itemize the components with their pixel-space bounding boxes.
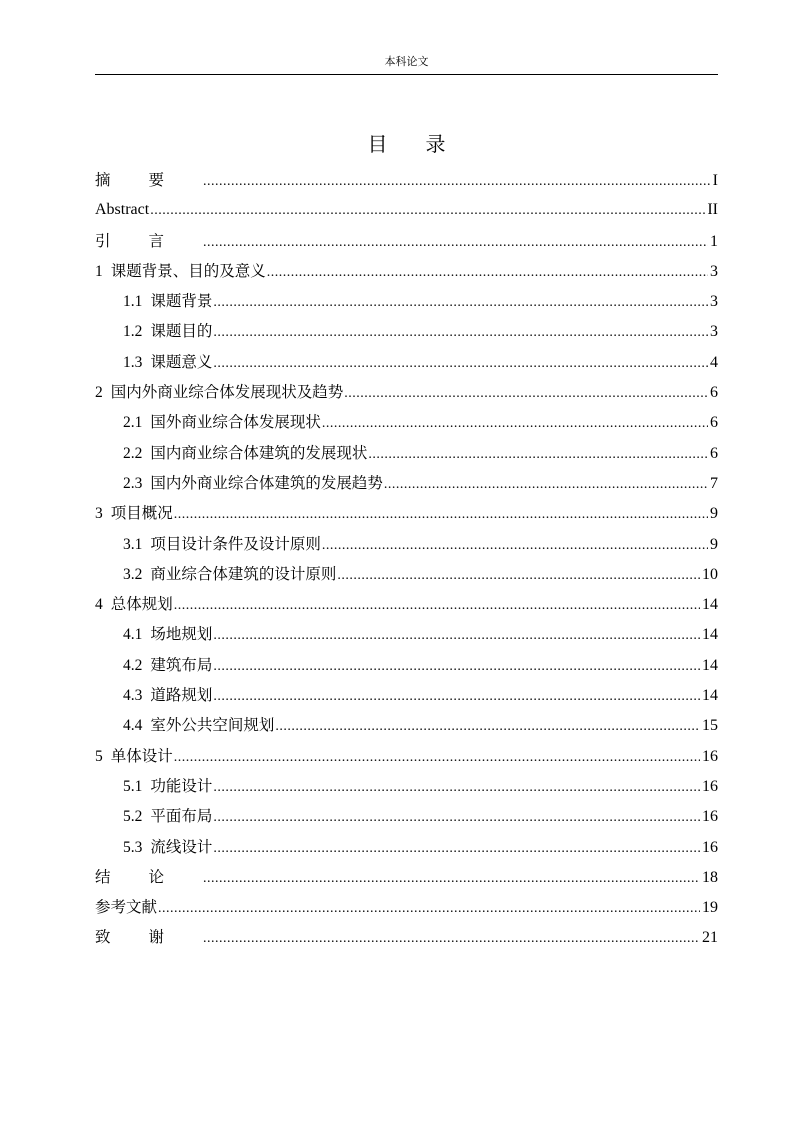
toc-entry-page: I bbox=[712, 172, 718, 189]
toc-entry-references[interactable] bbox=[95, 892, 718, 922]
leader-dots bbox=[213, 318, 708, 348]
toc-entry-page: 16 bbox=[702, 808, 718, 826]
toc-entry-title: 场地规划 bbox=[150, 625, 213, 644]
toc-entry-title: 国内外商业综合体建筑的发展趋势 bbox=[150, 473, 383, 492]
toc-entry-title: 功能设计 bbox=[150, 776, 213, 795]
toc-entry-title: 项目概况 bbox=[110, 504, 173, 523]
toc-entry-number: 4 bbox=[95, 596, 103, 614]
toc-entry-label bbox=[123, 286, 212, 317]
toc-entry-number: 3.1 bbox=[123, 535, 143, 553]
leader-dots bbox=[213, 834, 700, 864]
toc-entry-number: 5 bbox=[95, 747, 103, 765]
toc-entry-page: 9 bbox=[710, 535, 718, 553]
toc-entry-label bbox=[95, 741, 173, 772]
toc-entry-title: 建筑布局 bbox=[150, 655, 213, 674]
leader-dots bbox=[322, 409, 708, 439]
toc-entry-title: 国外商业综合体发展现状 bbox=[150, 413, 321, 432]
toc-entry-label bbox=[123, 832, 212, 863]
leader-dots bbox=[150, 196, 705, 226]
toc-entry-label bbox=[123, 650, 212, 681]
toc-entry-section-5-1[interactable] bbox=[95, 771, 718, 801]
toc-entry-title: 单体设计 bbox=[110, 746, 173, 765]
leader-dots bbox=[174, 591, 700, 621]
header-text: 本科论文 bbox=[384, 55, 429, 68]
leader-dots bbox=[213, 773, 700, 803]
toc-entry-number: 2.3 bbox=[123, 474, 143, 492]
toc-entry-page: 18 bbox=[702, 868, 718, 886]
toc-entry-title: 课题背景 bbox=[150, 292, 213, 311]
toc-entry-number: 5.1 bbox=[123, 777, 143, 795]
toc-entry-section-5-3[interactable] bbox=[95, 832, 718, 862]
toc-entry-number: 2 bbox=[95, 384, 103, 402]
leader-dots bbox=[203, 924, 700, 954]
table-of-contents bbox=[95, 165, 718, 953]
toc-entry-section-4-1[interactable] bbox=[95, 619, 718, 649]
toc-entry-number: 1.2 bbox=[123, 323, 143, 341]
toc-entry-label bbox=[123, 316, 212, 347]
toc-entry-title: 室外公共空间规划 bbox=[150, 716, 275, 735]
leader-dots bbox=[368, 440, 708, 470]
toc-entry-label bbox=[123, 347, 212, 378]
leader-dots bbox=[213, 652, 700, 682]
toc-entry-section-1-3[interactable] bbox=[95, 347, 718, 377]
toc-entry-chapter-3[interactable] bbox=[95, 498, 718, 528]
leader-dots bbox=[267, 258, 708, 288]
toc-entry-page: 16 bbox=[702, 838, 718, 856]
leader-dots bbox=[174, 743, 700, 773]
toc-entry-number: 1 bbox=[95, 262, 103, 280]
toc-entry-chapter-5[interactable] bbox=[95, 741, 718, 771]
toc-entry-page: 6 bbox=[710, 414, 718, 432]
toc-entry-page: 16 bbox=[702, 747, 718, 765]
toc-title: 目录 bbox=[367, 132, 484, 156]
toc-entry-title: 结论 bbox=[95, 867, 203, 886]
leader-dots bbox=[174, 500, 708, 530]
leader-dots bbox=[344, 379, 708, 409]
leader-dots bbox=[203, 167, 711, 197]
leader-dots bbox=[203, 864, 700, 894]
toc-entry-section-1-1[interactable] bbox=[95, 286, 718, 316]
toc-entry-title: 课题目的 bbox=[150, 322, 213, 341]
toc-entry-title: 致谢 bbox=[95, 928, 203, 947]
toc-entry-label bbox=[123, 468, 383, 499]
toc-entry-label bbox=[95, 589, 173, 620]
toc-entry-number: 4.4 bbox=[123, 717, 143, 735]
page-header bbox=[95, 54, 718, 75]
toc-entry-number: 4.3 bbox=[123, 687, 143, 705]
toc-entry-number: 4.1 bbox=[123, 626, 143, 644]
toc-entry-label bbox=[123, 771, 212, 802]
toc-entry-section-2-2[interactable] bbox=[95, 438, 718, 468]
leader-dots bbox=[384, 470, 708, 500]
toc-entry-number: 2.2 bbox=[123, 444, 143, 462]
toc-entry-abstract-cn[interactable] bbox=[95, 165, 718, 195]
toc-entry-label bbox=[123, 801, 212, 832]
toc-entry-page: 14 bbox=[702, 656, 718, 674]
toc-entry-label bbox=[123, 559, 336, 590]
toc-entry-number: 5.3 bbox=[123, 838, 143, 856]
toc-entry-title: 课题背景、目的及意义 bbox=[110, 261, 266, 280]
toc-entry-label bbox=[123, 619, 212, 650]
toc-entry-title: 参考文献 bbox=[95, 898, 158, 917]
toc-entry-page: 6 bbox=[710, 444, 718, 462]
toc-entry-section-1-2[interactable] bbox=[95, 316, 718, 346]
toc-entry-title: 国内商业综合体建筑的发展现状 bbox=[150, 443, 368, 462]
toc-entry-section-4-3[interactable] bbox=[95, 680, 718, 710]
leader-dots bbox=[213, 349, 708, 379]
toc-entry-title: 流线设计 bbox=[150, 837, 213, 856]
toc-entry-title: 引言 bbox=[95, 231, 203, 250]
toc-entry-title: 平面布局 bbox=[150, 807, 213, 826]
toc-entry-section-2-3[interactable] bbox=[95, 468, 718, 498]
toc-entry-title: 道路规划 bbox=[150, 686, 213, 705]
toc-entry-title: Abstract bbox=[95, 201, 150, 219]
toc-entry-page: 19 bbox=[702, 899, 718, 917]
toc-entry-page: 7 bbox=[710, 474, 718, 492]
toc-entry-page: 6 bbox=[710, 384, 718, 402]
toc-entry-number: 5.2 bbox=[123, 808, 143, 826]
toc-entry-title: 摘要 bbox=[95, 171, 203, 189]
leader-dots bbox=[213, 621, 700, 651]
leader-dots bbox=[337, 561, 700, 591]
toc-entry-label bbox=[123, 710, 274, 741]
toc-entry-number: 4.2 bbox=[123, 656, 143, 674]
toc-entry-page: 21 bbox=[702, 929, 718, 947]
toc-entry-label bbox=[95, 498, 173, 529]
toc-entry-title: 项目设计条件及设计原则 bbox=[150, 534, 321, 553]
toc-entry-page: 16 bbox=[702, 777, 718, 795]
toc-entry-page: II bbox=[707, 201, 718, 219]
toc-entry-number: 1.1 bbox=[123, 293, 143, 311]
toc-entry-number: 1.3 bbox=[123, 353, 143, 371]
toc-entry-section-2-1[interactable] bbox=[95, 407, 718, 437]
toc-entry-page: 10 bbox=[702, 565, 718, 583]
toc-entry-page: 4 bbox=[710, 353, 718, 371]
toc-entry-label bbox=[95, 256, 266, 287]
toc-entry-section-3-1[interactable] bbox=[95, 529, 718, 559]
toc-entry-page: 14 bbox=[702, 626, 718, 644]
toc-entry-section-3-2[interactable] bbox=[95, 559, 718, 589]
toc-entry-introduction[interactable] bbox=[95, 226, 718, 256]
toc-entry-title: 国内外商业综合体发展现状及趋势 bbox=[110, 383, 344, 402]
toc-entry-number: 3.2 bbox=[123, 565, 143, 583]
toc-entry-label bbox=[123, 407, 321, 438]
toc-entry-label bbox=[123, 438, 367, 469]
leader-dots bbox=[213, 803, 700, 833]
toc-entry-page: 3 bbox=[710, 323, 718, 341]
toc-entry-page: 9 bbox=[710, 505, 718, 523]
toc-entry-label bbox=[95, 377, 343, 408]
toc-entry-acknowledgements[interactable] bbox=[95, 922, 718, 952]
toc-entry-chapter-2[interactable] bbox=[95, 377, 718, 407]
leader-dots bbox=[203, 228, 708, 258]
toc-entry-title: 课题意义 bbox=[150, 352, 213, 371]
toc-entry-label bbox=[123, 529, 321, 560]
toc-entry-label bbox=[123, 680, 212, 711]
leader-dots bbox=[275, 712, 700, 742]
toc-entry-page: 14 bbox=[702, 687, 718, 705]
leader-dots bbox=[213, 682, 700, 712]
toc-entry-chapter-1[interactable] bbox=[95, 256, 718, 286]
toc-entry-chapter-4[interactable] bbox=[95, 589, 718, 619]
leader-dots bbox=[322, 531, 708, 561]
toc-entry-number: 2.1 bbox=[123, 414, 143, 432]
toc-entry-section-5-2[interactable] bbox=[95, 801, 718, 831]
toc-entry-title: 总体规划 bbox=[110, 595, 173, 614]
toc-entry-page: 3 bbox=[710, 262, 718, 280]
toc-entry-section-4-4[interactable] bbox=[95, 710, 718, 740]
toc-entry-page: 3 bbox=[710, 293, 718, 311]
toc-entry-number: 3 bbox=[95, 505, 103, 523]
toc-entry-abstract-en[interactable] bbox=[95, 195, 718, 225]
toc-entry-conclusion[interactable] bbox=[95, 862, 718, 892]
leader-dots bbox=[158, 894, 700, 924]
toc-entry-page: 1 bbox=[710, 232, 718, 250]
toc-entry-title: 商业综合体建筑的设计原则 bbox=[150, 564, 337, 583]
toc-entry-page: 14 bbox=[702, 596, 718, 614]
toc-entry-section-4-2[interactable] bbox=[95, 650, 718, 680]
toc-entry-page: 15 bbox=[702, 717, 718, 735]
leader-dots bbox=[213, 288, 708, 318]
